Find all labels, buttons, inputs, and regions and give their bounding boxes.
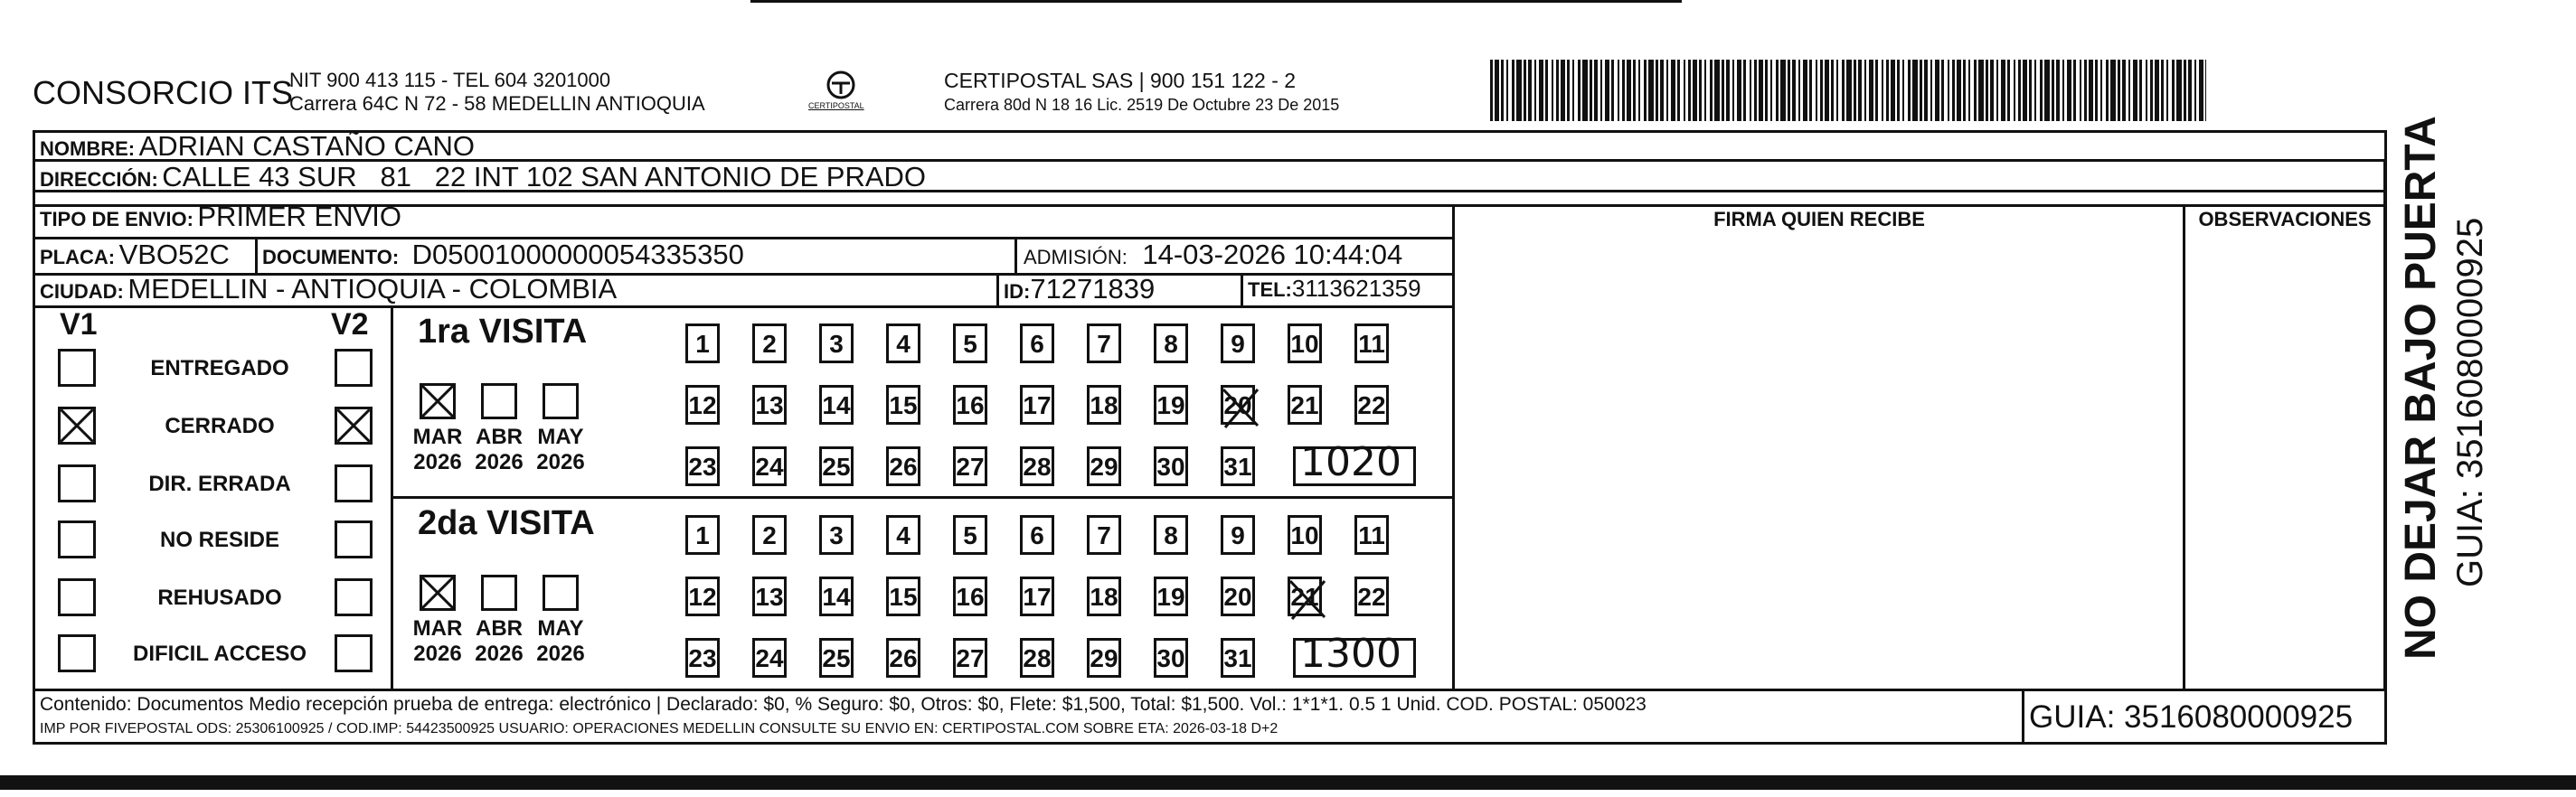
id-cell [1004, 273, 1155, 305]
admision-cell [1024, 239, 1402, 271]
barcode-bar [1930, 60, 1932, 121]
day-box[interactable]: 22 [1354, 577, 1389, 616]
barcode-bar [1846, 60, 1852, 121]
barcode-bar [1770, 60, 1772, 121]
barcode-bar [1948, 60, 1949, 121]
ciudad-cell [40, 273, 617, 305]
footer-line-1: Contenido: Documentos Medio recepción prueba de entrega: electrónico | Declarado: $0, % Seguro: $0, Otros: $0, Flete: $1,500, Total: $1,500. Vol.: 1*1*1. 0.5 1 Unid. COD. POSTAL: 050023 [40, 694, 1647, 715]
top-cut-line [750, 0, 1682, 3]
day-box[interactable]: 13 [752, 385, 787, 425]
barcode-bar [2084, 60, 2087, 121]
day-box[interactable]: 3 [819, 323, 854, 363]
day-box[interactable]: 20 [1221, 385, 1255, 425]
carrier-line-1: CERTIPOSTAL SAS | 900 151 122 - 2 [944, 69, 1297, 92]
placa-value: VBO52C [118, 239, 230, 270]
day-box[interactable]: 14 [819, 577, 854, 616]
barcode-bar [1886, 60, 1889, 121]
barcode-bar [2073, 60, 2076, 121]
barcode-bar [1644, 60, 1647, 121]
status-label: DIFICIL ACCESO [132, 642, 307, 666]
status-label: NO RESIDE [159, 528, 280, 552]
visit-title: 1ra VISITA [418, 313, 588, 351]
day-box[interactable]: 1 [685, 323, 720, 363]
month-checkbox[interactable] [420, 383, 456, 419]
company-name: CONSORCIO ITS [33, 74, 294, 111]
barcode-bar [1666, 60, 1668, 121]
day-box[interactable]: 23 [685, 638, 720, 678]
barcode-bar [1605, 60, 1609, 121]
barcode-bar [1600, 60, 1602, 121]
v2-checkbox[interactable] [335, 520, 373, 558]
barcode-bar [1974, 60, 1977, 121]
day-box[interactable]: 28 [1020, 638, 1054, 678]
barcode-bar [1648, 60, 1654, 121]
side-guia: GUIA: 3516080000925 [2450, 217, 2490, 587]
cross-mark-icon [1218, 382, 1263, 433]
status-label: ENTREGADO [150, 356, 289, 380]
day-box[interactable]: 12 [685, 385, 720, 425]
id-value: 71271839 [1030, 273, 1156, 305]
day-box[interactable]: 2 [752, 515, 787, 555]
barcode-bar [1561, 60, 1565, 121]
v2-checkbox[interactable] [335, 407, 373, 445]
barcode-bar [2155, 60, 2159, 121]
barcode-bar [1924, 60, 1928, 121]
month-label: MAR [412, 616, 463, 641]
barcode-bar [1882, 60, 1883, 121]
barcode-bar [2106, 60, 2109, 121]
day-box[interactable]: 11 [1354, 323, 1389, 363]
day-box[interactable]: 20 [1221, 577, 1255, 616]
barcode-bar [1816, 60, 1817, 121]
v2-label: V2 [331, 307, 369, 342]
tel-cell [1248, 275, 1421, 303]
day-box[interactable]: 16 [953, 385, 987, 425]
barcode-bar [1660, 60, 1664, 121]
day-box[interactable]: 25 [819, 446, 854, 486]
barcode-bar [1941, 60, 1944, 121]
barcode-bar [1780, 60, 1786, 121]
year-label: 2026 [475, 450, 524, 474]
day-box[interactable]: 15 [886, 577, 920, 616]
tel-value: 3113621359 [1291, 275, 1421, 302]
barcode-bar [1534, 60, 1536, 121]
day-box[interactable]: 16 [953, 577, 987, 616]
day-box[interactable]: 27 [953, 446, 987, 486]
day-box[interactable]: 23 [685, 446, 720, 486]
barcode-bar [2133, 60, 2137, 121]
year-label: 2026 [536, 450, 585, 474]
ciudad-value: MEDELLIN - ANTIOQUIA - COLOMBIA [127, 273, 618, 305]
barcode-bar [1788, 60, 1790, 121]
barcode-bar [1854, 60, 1856, 121]
day-box[interactable]: 19 [1154, 577, 1188, 616]
day-box[interactable]: 24 [752, 638, 787, 678]
placa-cell [40, 239, 230, 271]
barcode-bar [1618, 60, 1619, 121]
nombre-row [40, 130, 475, 163]
barcode-bar [2122, 60, 2126, 121]
barcode-bar [1842, 60, 1845, 121]
visit-title: 2da VISITA [418, 504, 595, 542]
barcode-bar [1920, 60, 1922, 121]
barcode-bar [1869, 60, 1873, 121]
year-label: 2026 [413, 642, 462, 666]
day-box[interactable]: 26 [886, 446, 920, 486]
barcode-bar [2172, 60, 2175, 121]
day-box[interactable]: 5 [953, 323, 987, 363]
day-box[interactable]: 4 [886, 323, 920, 363]
barcode-bar [1671, 60, 1675, 121]
barcode-bar [1699, 60, 1702, 121]
barcode-bar [2199, 60, 2203, 121]
barcode [1490, 60, 2212, 121]
barcode-bar [1710, 60, 1713, 121]
barcode-bar [2044, 60, 2050, 121]
barcode-bar [1743, 60, 1746, 121]
barcode-bar [1978, 60, 1984, 121]
day-box[interactable]: 19 [1154, 385, 1188, 425]
day-box[interactable]: 26 [886, 638, 920, 678]
barcode-bar [1912, 60, 1918, 121]
tel-label: TEL: [1248, 278, 1292, 301]
barcode-bar [2056, 60, 2060, 121]
year-label: 2026 [536, 642, 585, 666]
barcode-bar [1528, 60, 1532, 121]
barcode-bar [2184, 60, 2186, 121]
footer-guia: GUIA: 3516080000925 [2029, 699, 2354, 735]
day-box[interactable]: 15 [886, 385, 920, 425]
barcode-bar [1737, 60, 1741, 121]
day-box[interactable]: 14 [819, 385, 854, 425]
status-label: CERRADO [165, 414, 275, 438]
day-box[interactable]: 17 [1020, 385, 1054, 425]
barcode-bar [2146, 60, 2147, 121]
barcode-bar [1765, 60, 1768, 121]
barcode-bar [1638, 60, 1640, 121]
barcode-bar [1590, 60, 1592, 121]
day-box[interactable]: 6 [1020, 323, 1054, 363]
barcode-bar [1820, 60, 1823, 121]
admision-label: ADMISIÓN: [1024, 246, 1128, 268]
day-box[interactable]: 7 [1087, 323, 1121, 363]
day-box[interactable]: 22 [1354, 385, 1389, 425]
barcode-bar [1506, 60, 1508, 121]
barcode-bar [1968, 60, 1970, 121]
v1-label: V1 [60, 307, 98, 342]
side-notice: NO DEJAR BAJO PUERTA [2397, 116, 2445, 660]
barcode-bar [1957, 60, 1961, 121]
day-box[interactable]: 9 [1221, 515, 1255, 555]
day-box[interactable]: 27 [953, 638, 987, 678]
day-box[interactable]: 1 [685, 515, 720, 555]
barcode-bar [1567, 60, 1570, 121]
day-box[interactable]: 5 [953, 515, 987, 555]
barcode-bar [2062, 60, 2064, 121]
barcode-bar [1552, 60, 1553, 121]
admision-value: 14-03-2026 10:44:04 [1142, 239, 1403, 270]
day-box[interactable]: 3 [819, 515, 854, 555]
barcode-bar [2188, 60, 2192, 121]
day-box[interactable]: 28 [1020, 446, 1054, 486]
barcode-bar [1704, 60, 1706, 121]
day-box[interactable]: 29 [1087, 446, 1121, 486]
v2-checkbox[interactable] [335, 349, 373, 387]
tipo-value: PRIMER ENVIO [197, 201, 402, 232]
day-box[interactable]: 24 [752, 446, 787, 486]
barcode-bar [1656, 60, 1658, 121]
barcode-bar [1996, 60, 1998, 121]
barcode-bar [1726, 60, 1730, 121]
barcode-bar [1864, 60, 1866, 121]
id-label: ID: [1004, 280, 1031, 303]
day-box[interactable]: 6 [1020, 515, 1054, 555]
month-checkbox[interactable] [543, 383, 579, 419]
handwritten-time: 1300 [1300, 631, 1401, 677]
month-label: MAY [537, 616, 584, 641]
barcode-bar [2150, 60, 2153, 121]
day-box[interactable]: 4 [886, 515, 920, 555]
month-label: MAR [412, 425, 463, 449]
barcode-bar [2014, 60, 2015, 121]
day-box[interactable]: 9 [1221, 323, 1255, 363]
barcode-bar [1754, 60, 1757, 121]
barcode-bar [1633, 60, 1636, 121]
barcode-bar [1902, 60, 1904, 121]
barcode-bar [1490, 60, 1493, 121]
barcode-bar [2118, 60, 2120, 121]
barcode-bar [1545, 60, 1548, 121]
barcode-bar [2194, 60, 2196, 121]
month-label: ABR [476, 425, 523, 449]
barcode-bar [1578, 60, 1581, 121]
barcode-bar [1875, 60, 1878, 121]
year-label: 2026 [475, 642, 524, 666]
day-box[interactable]: 31 [1221, 446, 1255, 486]
barcode-bar [1776, 60, 1779, 121]
barcode-bar [1622, 60, 1625, 121]
day-box[interactable]: 12 [685, 577, 720, 616]
barcode-bar [1556, 60, 1559, 121]
barcode-bar [2161, 60, 2164, 121]
barcode-bar [1986, 60, 1988, 121]
v1-checkbox[interactable] [58, 407, 96, 445]
month-checkbox[interactable] [481, 383, 517, 419]
v1-checkbox[interactable] [58, 464, 96, 502]
barcode-bar [1803, 60, 1807, 121]
barcode-bar [2034, 60, 2036, 121]
barcode-bar [1693, 60, 1697, 121]
barcode-bar [2176, 60, 2182, 121]
barcode-bar [1732, 60, 1734, 121]
v2-checkbox[interactable] [335, 578, 373, 616]
ciudad-label: CIUDAD: [40, 280, 124, 303]
barcode-bar [1836, 60, 1838, 121]
direccion-value: CALLE 43 SUR 81 22 INT 102 SAN ANTONIO DE PRADO [162, 161, 927, 192]
barcode-bar [2023, 60, 2027, 121]
barcode-bar [1891, 60, 1895, 121]
cross-mark-icon [1285, 574, 1330, 624]
logo-caption: CERTIPOSTAL [808, 101, 864, 110]
day-box[interactable]: 21 [1288, 385, 1322, 425]
day-box[interactable]: 18 [1087, 385, 1121, 425]
barcode-bar [1572, 60, 1574, 121]
barcode-bar [2205, 60, 2206, 121]
month-label: ABR [476, 616, 523, 641]
direccion-label: DIRECCIÓN: [40, 168, 158, 191]
day-box[interactable]: 8 [1154, 515, 1188, 555]
barcode-bar [2052, 60, 2054, 121]
v1-checkbox[interactable] [58, 520, 96, 558]
day-box[interactable]: 10 [1288, 323, 1322, 363]
barcode-bar [1516, 60, 1522, 121]
barcode-bar [2100, 60, 2102, 121]
barcode-bar [1952, 60, 1955, 121]
barcode-bar [2166, 60, 2168, 121]
barcode-bar [1750, 60, 1751, 121]
barcode-bar [2080, 60, 2081, 121]
nombre-label: NOMBRE: [40, 137, 136, 160]
day-box[interactable]: 30 [1154, 446, 1188, 486]
barcode-bar [1963, 60, 1966, 121]
barcode-bar [1897, 60, 1900, 121]
company-line-1: NIT 900 413 115 - TEL 604 3201000 [289, 69, 611, 91]
barcode-bar [1501, 60, 1504, 121]
year-label: 2026 [413, 450, 462, 474]
barcode-bar [1990, 60, 1994, 121]
barcode-bar [2067, 60, 2071, 121]
barcode-bar [1722, 60, 1724, 121]
month-checkbox[interactable] [420, 575, 456, 611]
barcode-bar [1684, 60, 1685, 121]
barcode-bar [2018, 60, 2021, 121]
v1-checkbox[interactable] [58, 349, 96, 387]
barcode-bar [1627, 60, 1631, 121]
v1-checkbox[interactable] [58, 578, 96, 616]
day-box[interactable]: 17 [1020, 577, 1054, 616]
day-box[interactable]: 31 [1221, 638, 1255, 678]
barcode-bar [1858, 60, 1862, 121]
barcode-bar [2001, 60, 2005, 121]
day-box[interactable]: 7 [1087, 515, 1121, 555]
status-label: DIR. ERRADA [148, 472, 291, 496]
documento-label: DOCUMENTO: [262, 246, 400, 268]
barcode-bar [2110, 60, 2116, 121]
day-box[interactable]: 8 [1154, 323, 1188, 363]
day-box[interactable]: 25 [819, 638, 854, 678]
barcode-bar [1798, 60, 1800, 121]
barcode-bar [1594, 60, 1598, 121]
day-box[interactable]: 2 [752, 323, 787, 363]
barcode-bar [1792, 60, 1796, 121]
documento-value: D05001000000054335350 [411, 239, 744, 270]
observaciones-header: OBSERVACIONES [2198, 208, 2372, 230]
barcode-bar [2040, 60, 2043, 121]
day-box[interactable]: 21 [1288, 577, 1322, 616]
barcode-bar [2007, 60, 2010, 121]
barcode-bar [2139, 60, 2142, 121]
day-box[interactable]: 29 [1087, 638, 1121, 678]
tipo-row [40, 201, 401, 233]
month-label: MAY [537, 425, 584, 449]
barcode-bar [2128, 60, 2130, 121]
v1-checkbox[interactable] [58, 634, 96, 672]
documento-cell [262, 239, 744, 271]
footer-line-2: IMP POR FIVEPOSTAL ODS: 25306100925 / COD.IMP: 54423500925 USUARIO: OPERACIONES MEDELLIN CONSULTE SU ENVIO EN: CERTIPOSTAL.COM SOBRE ETA: 2026-03-18 D+2 [40, 721, 1279, 736]
day-box[interactable]: 18 [1087, 577, 1121, 616]
barcode-bar [1524, 60, 1526, 121]
barcode-bar [2029, 60, 2032, 121]
barcode-bar [1935, 60, 1939, 121]
v2-checkbox[interactable] [335, 464, 373, 502]
direccion-row [40, 161, 926, 193]
barcode-bar [1831, 60, 1834, 121]
day-box[interactable]: 10 [1288, 515, 1322, 555]
barcode-bar [1908, 60, 1911, 121]
carrier-line-2: Carrera 80d N 18 16 Lic. 2519 De Octubre 23 De 2015 [944, 96, 1340, 114]
status-label: REHUSADO [157, 586, 282, 610]
barcode-bar [1688, 60, 1691, 121]
handwritten-time: 1020 [1300, 439, 1401, 485]
barcode-bar [2089, 60, 2093, 121]
barcode-bar [1825, 60, 1829, 121]
firma-header: FIRMA QUIEN RECIBE [1713, 208, 1925, 230]
barcode-bar [1677, 60, 1680, 121]
barcode-bar [1759, 60, 1763, 121]
nombre-value: ADRIAN CASTAÑO CANO [138, 130, 476, 162]
month-checkbox[interactable] [481, 575, 517, 611]
placa-label: PLACA: [40, 246, 116, 268]
barcode-bar [1809, 60, 1812, 121]
tipo-label: TIPO DE ENVIO: [40, 208, 193, 230]
barcode-bar [2095, 60, 2098, 121]
day-box[interactable]: 11 [1354, 515, 1389, 555]
barcode-bar [1539, 60, 1543, 121]
barcode-bar [1495, 60, 1499, 121]
day-box[interactable]: 13 [752, 577, 787, 616]
barcode-bar [1611, 60, 1614, 121]
month-checkbox[interactable] [543, 575, 579, 611]
v2-checkbox[interactable] [335, 634, 373, 672]
barcode-bar [1582, 60, 1588, 121]
bottom-band [0, 775, 2576, 790]
company-line-2: Carrera 64C N 72 - 58 MEDELLIN ANTIOQUIA [289, 92, 705, 115]
barcode-bar [1714, 60, 1720, 121]
barcode-bar [1512, 60, 1514, 121]
day-box[interactable]: 30 [1154, 638, 1188, 678]
